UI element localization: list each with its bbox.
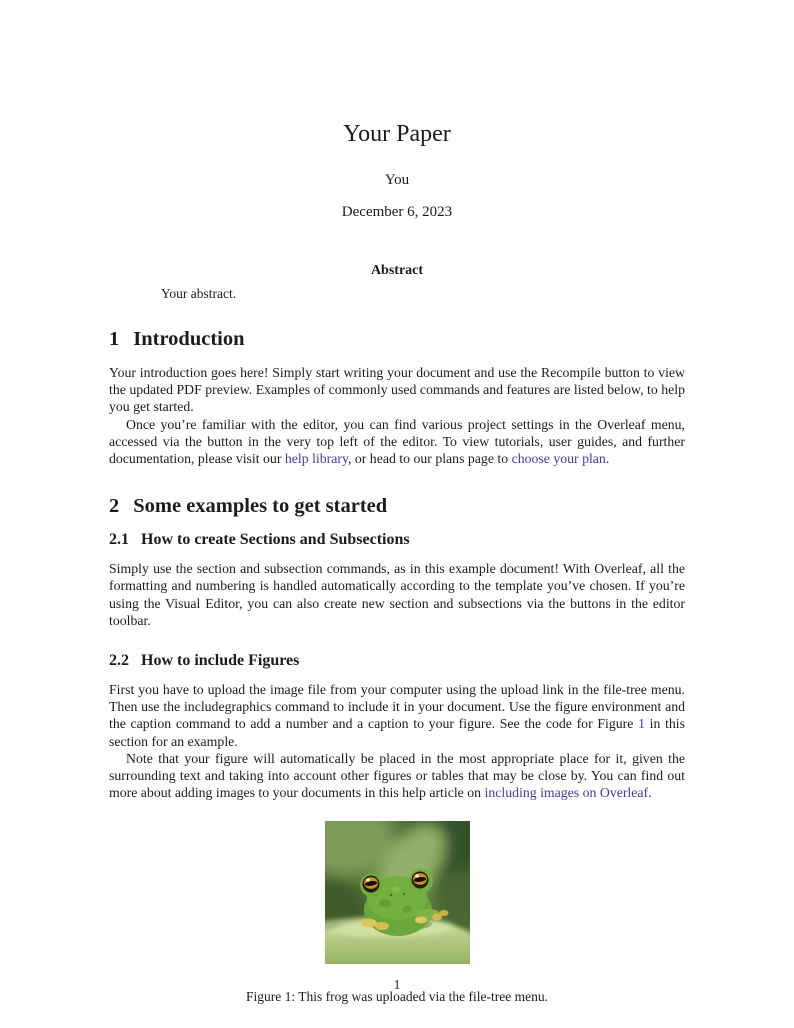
section-2-number: 2 [109,495,120,518]
section-1-heading [109,328,685,351]
section-2-title: Some examples to get started [133,495,388,518]
subsection-2-2-title: How to include Figures [141,652,300,670]
section-2-heading [109,495,685,518]
paper-date: December 6, 2023 [341,204,453,220]
subsection-2-2-paragraph-1 [109,681,685,750]
s22-p1-text-1: First you have to upload the image file from your computer using the upload link in the file-tree menu. Then use the includegraphics command to include it in your document. Use the figure environment and the caption command to add a number and a caption to your figure. See the code for Figure [109,682,685,732]
intro-p2-text-1: Once you’re familiar with the editor, you can find various project settings in the Overleaf menu, accessed via the button in the very top left of the editor. To view tutorials, user guides, and further documentation, please visit our [109,416,685,467]
paper-title: Your Paper [343,121,451,147]
abstract-text: Your abstract. [161,286,237,301]
figure-1-ref-link[interactable]: 1 [638,716,645,732]
subsection-2-1-number: 2.1 [109,531,129,549]
intro-p2-text-3: . [605,451,610,467]
help-library-link[interactable]: help library [284,451,348,467]
intro-paragraph-2 [109,416,685,468]
page-number: 1 [393,977,401,992]
subsection-2-1-title: How to create Sections and Subsections [141,531,410,549]
section-1-number: 1 [109,328,120,350]
including-images-link[interactable]: including images on Overleaf [484,785,649,801]
subsection-2-1-heading [109,531,685,549]
s22-p1-text-2: in this section for an example. [109,716,685,749]
s22-p2-text-1: Note that your figure will automatically be placed in the most appropriate place for it, given the surrounding text and taking into account other figures or tables that may be close by. You can find out more about adding images to your documents in this help article on [109,750,685,801]
s22-p2-text-2: . [648,785,652,801]
frog-image [325,821,470,964]
subsection-2-2-heading [109,652,685,670]
subsection-2-2-number: 2.2 [109,652,129,670]
choose-your-plan-link[interactable]: choose your plan [511,451,606,467]
intro-paragraph-1: Your introduction goes here! Simply start writing your document and use the Recompile button to view the updated PDF preview. Examples of commonly used commands and features are listed below, to help you get started. [109,365,685,415]
subsection-2-1-paragraph: Simply use the section and subsection commands, as in this example document! With Overleaf, all the formatting and numbering is handled automatically according to the template you’ve chosen. If you’re using the Visual Editor, you can also create new section and subsections via the buttons in the editor toolbar. [109,561,685,628]
paper-author: You [384,172,410,188]
document-content [109,0,685,1005]
section-1-title: Introduction [133,328,245,350]
intro-p2-text-2: , or head to our plans page to [347,451,512,467]
figure-1-caption: Figure 1: This frog was uploaded via the file-tree menu. [246,989,548,1005]
subsection-2-2-paragraph-2 [109,750,685,802]
abstract-heading: Abstract [370,263,424,278]
